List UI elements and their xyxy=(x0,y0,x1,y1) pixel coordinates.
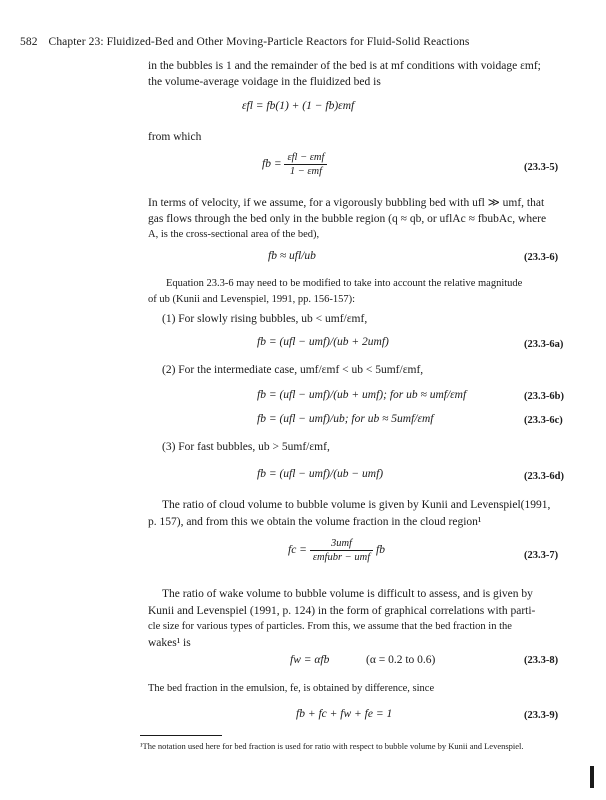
equation-23-3-6a: fb = (ufl − umf)/(ub + 2umf) xyxy=(257,336,389,348)
case-3-text: (3) For fast bubbles, ub > 5umf/εmf, xyxy=(162,441,330,453)
eq7-tail: fb xyxy=(376,544,385,557)
equation-23-3-6: fb ≈ ufl/ub xyxy=(268,250,316,262)
equation-number: (23.3-6b) xyxy=(524,391,564,402)
text-line: the volume-average voidage in the fluidized bed is xyxy=(148,76,381,88)
equation-23-3-6d: fb = (ufl − umf)/(ub − umf) xyxy=(257,468,384,480)
text-line: Equation 23.3-6 may need to be modified to take into account the relative magnitude xyxy=(166,278,523,289)
text-line: in the bubbles is 1 and the remainder of the bed is at mf conditions with voidage εmf; xyxy=(148,60,541,72)
equation-voidage: εfl = fb(1) + (1 − fb)εmf xyxy=(242,100,355,112)
equation-23-3-7 xyxy=(288,538,385,563)
equation-number: (23.3-7) xyxy=(524,550,559,561)
footnote-rule xyxy=(140,735,222,736)
eq7-fraction xyxy=(310,538,373,563)
eq7-numerator: 3umf xyxy=(310,538,373,551)
text-line: In terms of velocity, if we assume, for a vigorously bubbling bed with ufl ≫ umf, that xyxy=(148,197,545,209)
equation-number: (23.3-6c) xyxy=(524,415,563,426)
text-line: The ratio of wake volume to bubble volume is difficult to assess, and is given by xyxy=(162,588,533,600)
eq7-denominator: εmfubr − umf xyxy=(312,552,371,563)
eq5-lhs: fb = xyxy=(262,158,282,171)
eq5-fraction xyxy=(284,152,327,177)
footnote: ¹The notation used here for bed fraction is used for ratio with respect to bubble volume by Kunii and Levenspiel. xyxy=(140,741,524,751)
page-number: 582 xyxy=(20,36,38,48)
running-header xyxy=(20,36,580,48)
case-1-text: (1) For slowly rising bubbles, ub < umf/εmf, xyxy=(162,313,368,325)
text-line: wakes¹ is xyxy=(148,637,191,649)
equation-number: (23.3-6) xyxy=(524,252,559,263)
text-line: cle size for various types of particles. From this, we assume that the bed fraction in the xyxy=(148,621,512,632)
text-line: Kunii and Levenspiel (1991, p. 124) in the form of graphical correlations with parti- xyxy=(148,605,536,617)
eq5-numerator: εfl − εmf xyxy=(284,152,327,165)
case-2-text: (2) For the intermediate case, umf/εmf < ub < 5umf/εmf, xyxy=(162,364,424,376)
equation-number: (23.3-6a) xyxy=(524,339,564,350)
equation-number: (23.3-6d) xyxy=(524,471,564,482)
text-line: The bed fraction in the emulsion, fe, is obtained by difference, since xyxy=(148,683,435,694)
text-line: of ub (Kunii and Levenspiel, 1991, pp. 156-157): xyxy=(148,294,356,305)
equation-number: (23.3-9) xyxy=(524,710,559,721)
page-edge-mark xyxy=(590,766,594,788)
text-line: gas flows through the bed only in the bubble region (q ≈ qb, or uflAc ≈ fbubAc, where xyxy=(148,213,547,225)
text-line: from which xyxy=(148,131,202,143)
chapter-title: Chapter 23: Fluidized-Bed and Other Moving-Particle Reactors for Fluid-Solid Reactions xyxy=(48,36,470,48)
equation-23-3-9: fb + fc + fw + fe = 1 xyxy=(296,708,393,720)
equation-23-3-6c: fb = (ufl − umf)/ub; for ub ≈ 5umf/εmf xyxy=(257,413,434,425)
text-line: p. 157), and from this we obtain the volume fraction in the cloud region¹ xyxy=(148,516,482,528)
text-line: The ratio of cloud volume to bubble volume is given by Kunii and Levenspiel(1991, xyxy=(162,499,551,511)
equation-23-3-8-range: (α = 0.2 to 0.6) xyxy=(366,654,436,666)
equation-23-3-5 xyxy=(262,152,327,177)
eq7-lhs: fc = xyxy=(288,544,307,557)
equation-number: (23.3-8) xyxy=(524,655,559,666)
text-line: A, is the cross-sectional area of the bed), xyxy=(148,229,320,240)
equation-23-3-6b: fb = (ufl − umf)/(ub + umf); for ub ≈ umf/εmf xyxy=(257,389,467,401)
equation-number: (23.3-5) xyxy=(524,162,559,173)
eq5-denominator: 1 − εmf xyxy=(289,166,323,177)
equation-23-3-8: fw = αfb xyxy=(290,654,330,666)
